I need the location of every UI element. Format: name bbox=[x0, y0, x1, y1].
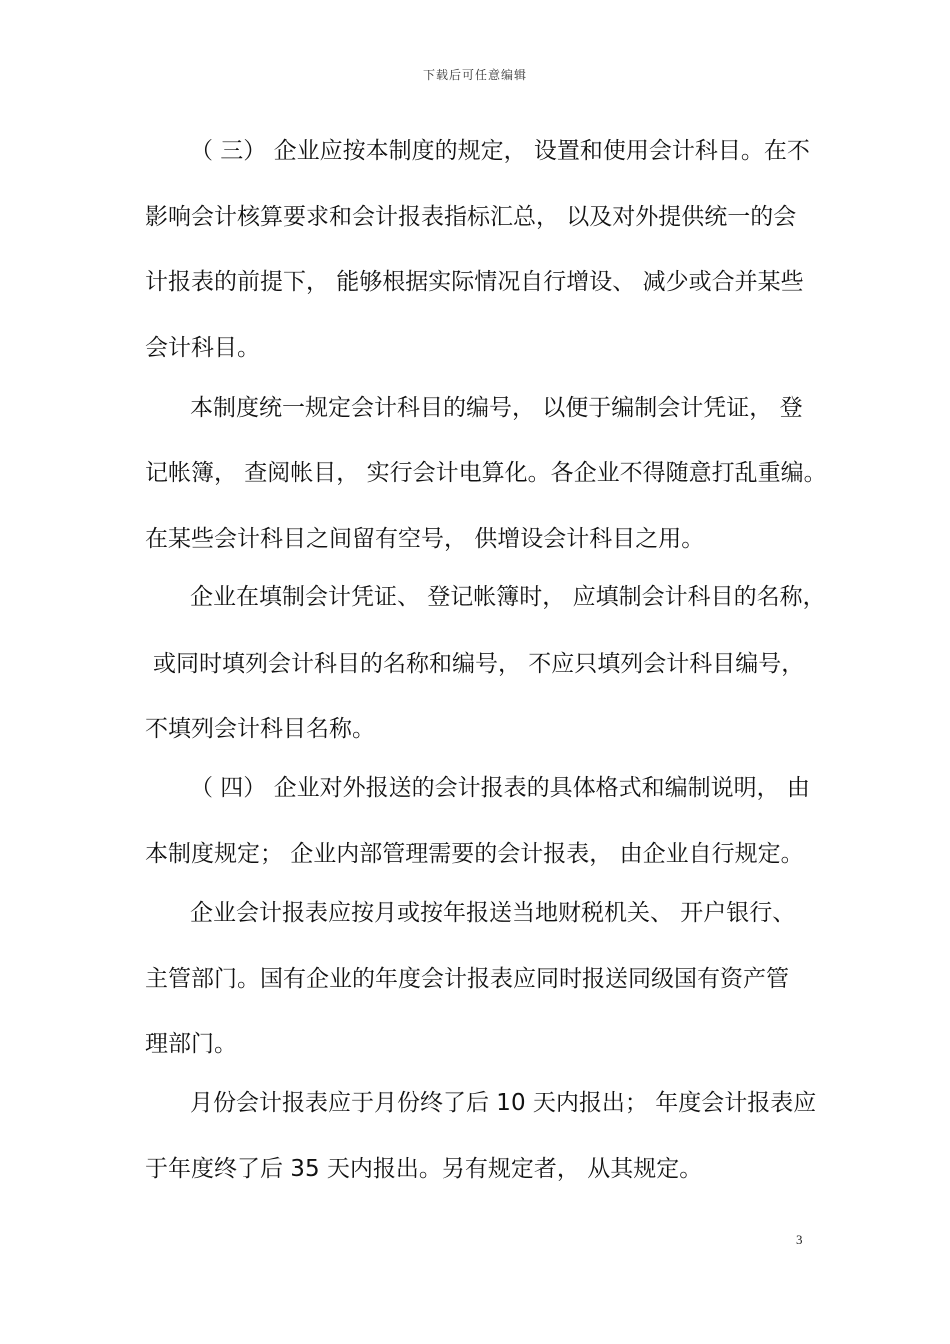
text-line: 影响会计核算要求和会计报表指标汇总， 以及对外提供统一的会 bbox=[145, 204, 797, 230]
text-line: 理部门。 bbox=[145, 1031, 237, 1057]
page-number: 3 bbox=[796, 1232, 803, 1247]
text-line: （ 三） 企业应按本制度的规定， 设置和使用会计科目。在不 bbox=[190, 138, 810, 164]
text-line: 或同时填列会计科目的名称和编号， 不应只填列会计科目编号， bbox=[153, 651, 805, 677]
text-line: 主管部门。国有企业的年度会计报表应同时报送同级国有资产管 bbox=[145, 966, 789, 992]
text-line: 在某些会计科目之间留有空号， 供增设会计科目之用。 bbox=[145, 526, 705, 552]
text-line: 企业会计报表应按月或按年报送当地财税机关、 开户银行、 bbox=[190, 900, 796, 926]
text-line: 本制度规定； 企业内部管理需要的会计报表， 由企业自行规定。 bbox=[145, 841, 804, 867]
text-line: 会计科目。 bbox=[145, 335, 260, 361]
text-line: 企业在填制会计凭证、 登记帐簿时， 应填制会计科目的名称， bbox=[190, 584, 826, 610]
text-line: 于年度终了后 35 天内报出。另有规定者， 从其规定。 bbox=[145, 1156, 703, 1182]
text-line: （ 四） 企业对外报送的会计报表的具体格式和编制说明， 由 bbox=[190, 775, 810, 801]
text-line: 计报表的前提下， 能够根据实际情况自行增设、 减少或合并某些 bbox=[145, 269, 804, 295]
text-line: 不填列会计科目名称。 bbox=[145, 716, 375, 742]
text-line: 月份会计报表应于月份终了后 10 天内报出； 年度会计报表应 bbox=[190, 1090, 817, 1116]
header-note: 下载后可任意编辑 bbox=[422, 68, 527, 82]
text-line: 本制度统一规定会计科目的编号， 以便于编制会计凭证， 登 bbox=[190, 395, 803, 421]
text-line: 记帐簿， 查阅帐目， 实行会计电算化。各企业不得随意打乱重编。 bbox=[145, 460, 827, 486]
